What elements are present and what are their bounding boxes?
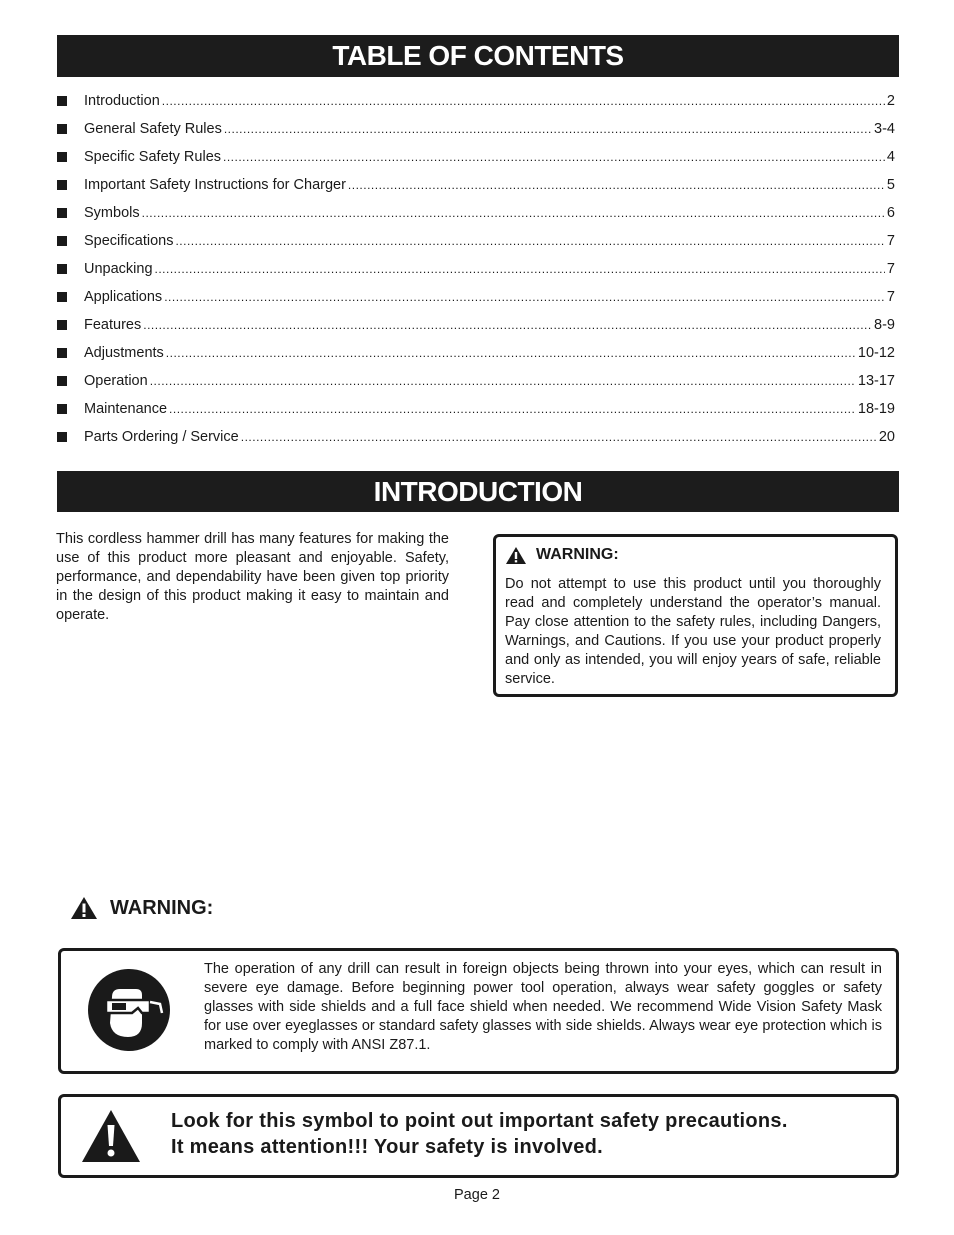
bullet-square-icon: [57, 292, 67, 302]
toc-entry[interactable]: [57, 339, 895, 367]
bullet-square-icon: [57, 180, 67, 190]
operator-manual-warning-box: [493, 534, 898, 697]
toc-entry[interactable]: [57, 143, 895, 171]
eye-protection-warning-box: [58, 948, 899, 1074]
toc-entry-page: 8-9: [874, 317, 895, 333]
dot-leader: [150, 367, 856, 395]
warning-triangle-icon: [505, 546, 527, 565]
toc-entry[interactable]: [57, 423, 895, 451]
warning-text: Do not attempt to use this product until you thoroughly read and completely understand the operator’s manual. Pay close attention to the safety rules, including Dangers, Warnings, and Cautions. If you use your product properly and only as intended, you will enjoy years of safe, reliable service.: [505, 576, 881, 687]
safety-goggles-icon: [86, 967, 172, 1053]
toc-entry-page: 13-17: [857, 373, 895, 389]
toc-entry[interactable]: [57, 115, 895, 143]
dot-leader: [142, 199, 885, 227]
safety-symbol-box: [58, 1094, 899, 1178]
eye-warning-label: WARNING:: [110, 896, 214, 919]
bullet-square-icon: [57, 404, 67, 414]
page-number: Page 2: [454, 1187, 500, 1203]
dot-leader: [241, 423, 877, 451]
toc-entry-page: 18-19: [857, 401, 895, 417]
dot-leader: [223, 143, 885, 171]
bullet-square-icon: [57, 152, 67, 162]
safety-symbol-line-2: It means attention!!! Your safety is involved.: [171, 1136, 604, 1158]
warning-heading: [505, 544, 881, 566]
introduction-body: This cordless hammer drill has many features for making the use of this product more pleasant and enjoyable. Safety, performance, and dependability have been given top priority in the design of this product making it easy to maintain and operate.: [56, 531, 449, 623]
toc-entry-label: General Safety Rules: [84, 121, 222, 137]
toc-entry-label: Operation: [84, 373, 148, 389]
toc-entry-page: 6: [886, 205, 895, 221]
toc-entry-label: Introduction: [84, 93, 160, 109]
toc-entry[interactable]: [57, 255, 895, 283]
toc-entry-label: Applications: [84, 289, 163, 305]
safety-alert-triangle-icon: [80, 1108, 142, 1164]
bullet-square-icon: [57, 236, 67, 246]
introduction-title: INTRODUCTION: [57, 471, 899, 512]
toc-entry-page: 2: [886, 93, 895, 109]
toc-entry-page: 7: [886, 289, 895, 305]
toc-entry[interactable]: [57, 87, 895, 115]
toc-entry-page: 3-4: [874, 121, 895, 137]
toc-entry-label: Unpacking: [84, 261, 153, 277]
toc-entry-page: 7: [886, 233, 895, 249]
toc-entry-label: Specifications: [84, 233, 174, 249]
toc-title: TABLE OF CONTENTS: [57, 35, 899, 77]
bullet-square-icon: [57, 320, 67, 330]
toc-entry[interactable]: [57, 367, 895, 395]
dot-leader: [164, 283, 885, 311]
toc-entry-page: 7: [886, 261, 895, 277]
dot-leader: [348, 171, 885, 199]
toc-entry-label: Important Safety Instructions for Charger: [84, 177, 346, 193]
toc-entry-page: 10-12: [857, 345, 895, 361]
dot-leader: [175, 227, 884, 255]
toc-entry-label: Adjustments: [84, 345, 164, 361]
dot-leader: [224, 115, 872, 143]
toc-entry[interactable]: [57, 199, 895, 227]
toc-entry-label: Symbols: [84, 205, 140, 221]
toc-entry-label: Specific Safety Rules: [84, 149, 222, 165]
dot-leader: [166, 339, 856, 367]
dot-leader: [162, 87, 885, 115]
bullet-square-icon: [57, 96, 67, 106]
warning-label: WARNING:: [536, 546, 619, 563]
bullet-square-icon: [57, 432, 67, 442]
toc-entry-page: 20: [878, 429, 895, 445]
bullet-square-icon: [57, 376, 67, 386]
dot-leader: [169, 395, 856, 423]
warning-triangle-icon: [70, 896, 98, 920]
toc-entry-label: Features: [84, 317, 142, 333]
toc-entry[interactable]: [57, 283, 895, 311]
toc-entry[interactable]: [57, 171, 895, 199]
bullet-square-icon: [57, 208, 67, 218]
eye-warning-text: The operation of any drill can result in foreign objects being thrown into your eyes, which can result in severe eye damage. Before beginning power tool operation, always wear safety goggles or safety glasses with side shields and a full face shield when needed. We recommend Wide Vision Safety Mask for use over eyeglasses or standard safety glasses with side shields. Always wear eye protection which is marked to comply with ANSI Z87.1.: [204, 961, 882, 1053]
toc-entry[interactable]: [57, 311, 895, 339]
toc-entry-label: Maintenance: [84, 401, 168, 417]
toc-entry-label: Parts Ordering / Service: [84, 429, 239, 445]
toc-entry[interactable]: [57, 227, 895, 255]
bullet-square-icon: [57, 348, 67, 358]
toc-entry-page: 5: [886, 177, 895, 193]
toc-list: [57, 87, 895, 451]
toc-entry[interactable]: [57, 395, 895, 423]
bullet-square-icon: [57, 124, 67, 134]
dot-leader: [155, 255, 885, 283]
dot-leader: [143, 311, 872, 339]
eye-warning-heading: [70, 896, 213, 920]
safety-symbol-line-1: Look for this symbol to point out important safety precautions.: [171, 1110, 788, 1132]
bullet-square-icon: [57, 264, 67, 274]
toc-entry-page: 4: [886, 149, 895, 165]
